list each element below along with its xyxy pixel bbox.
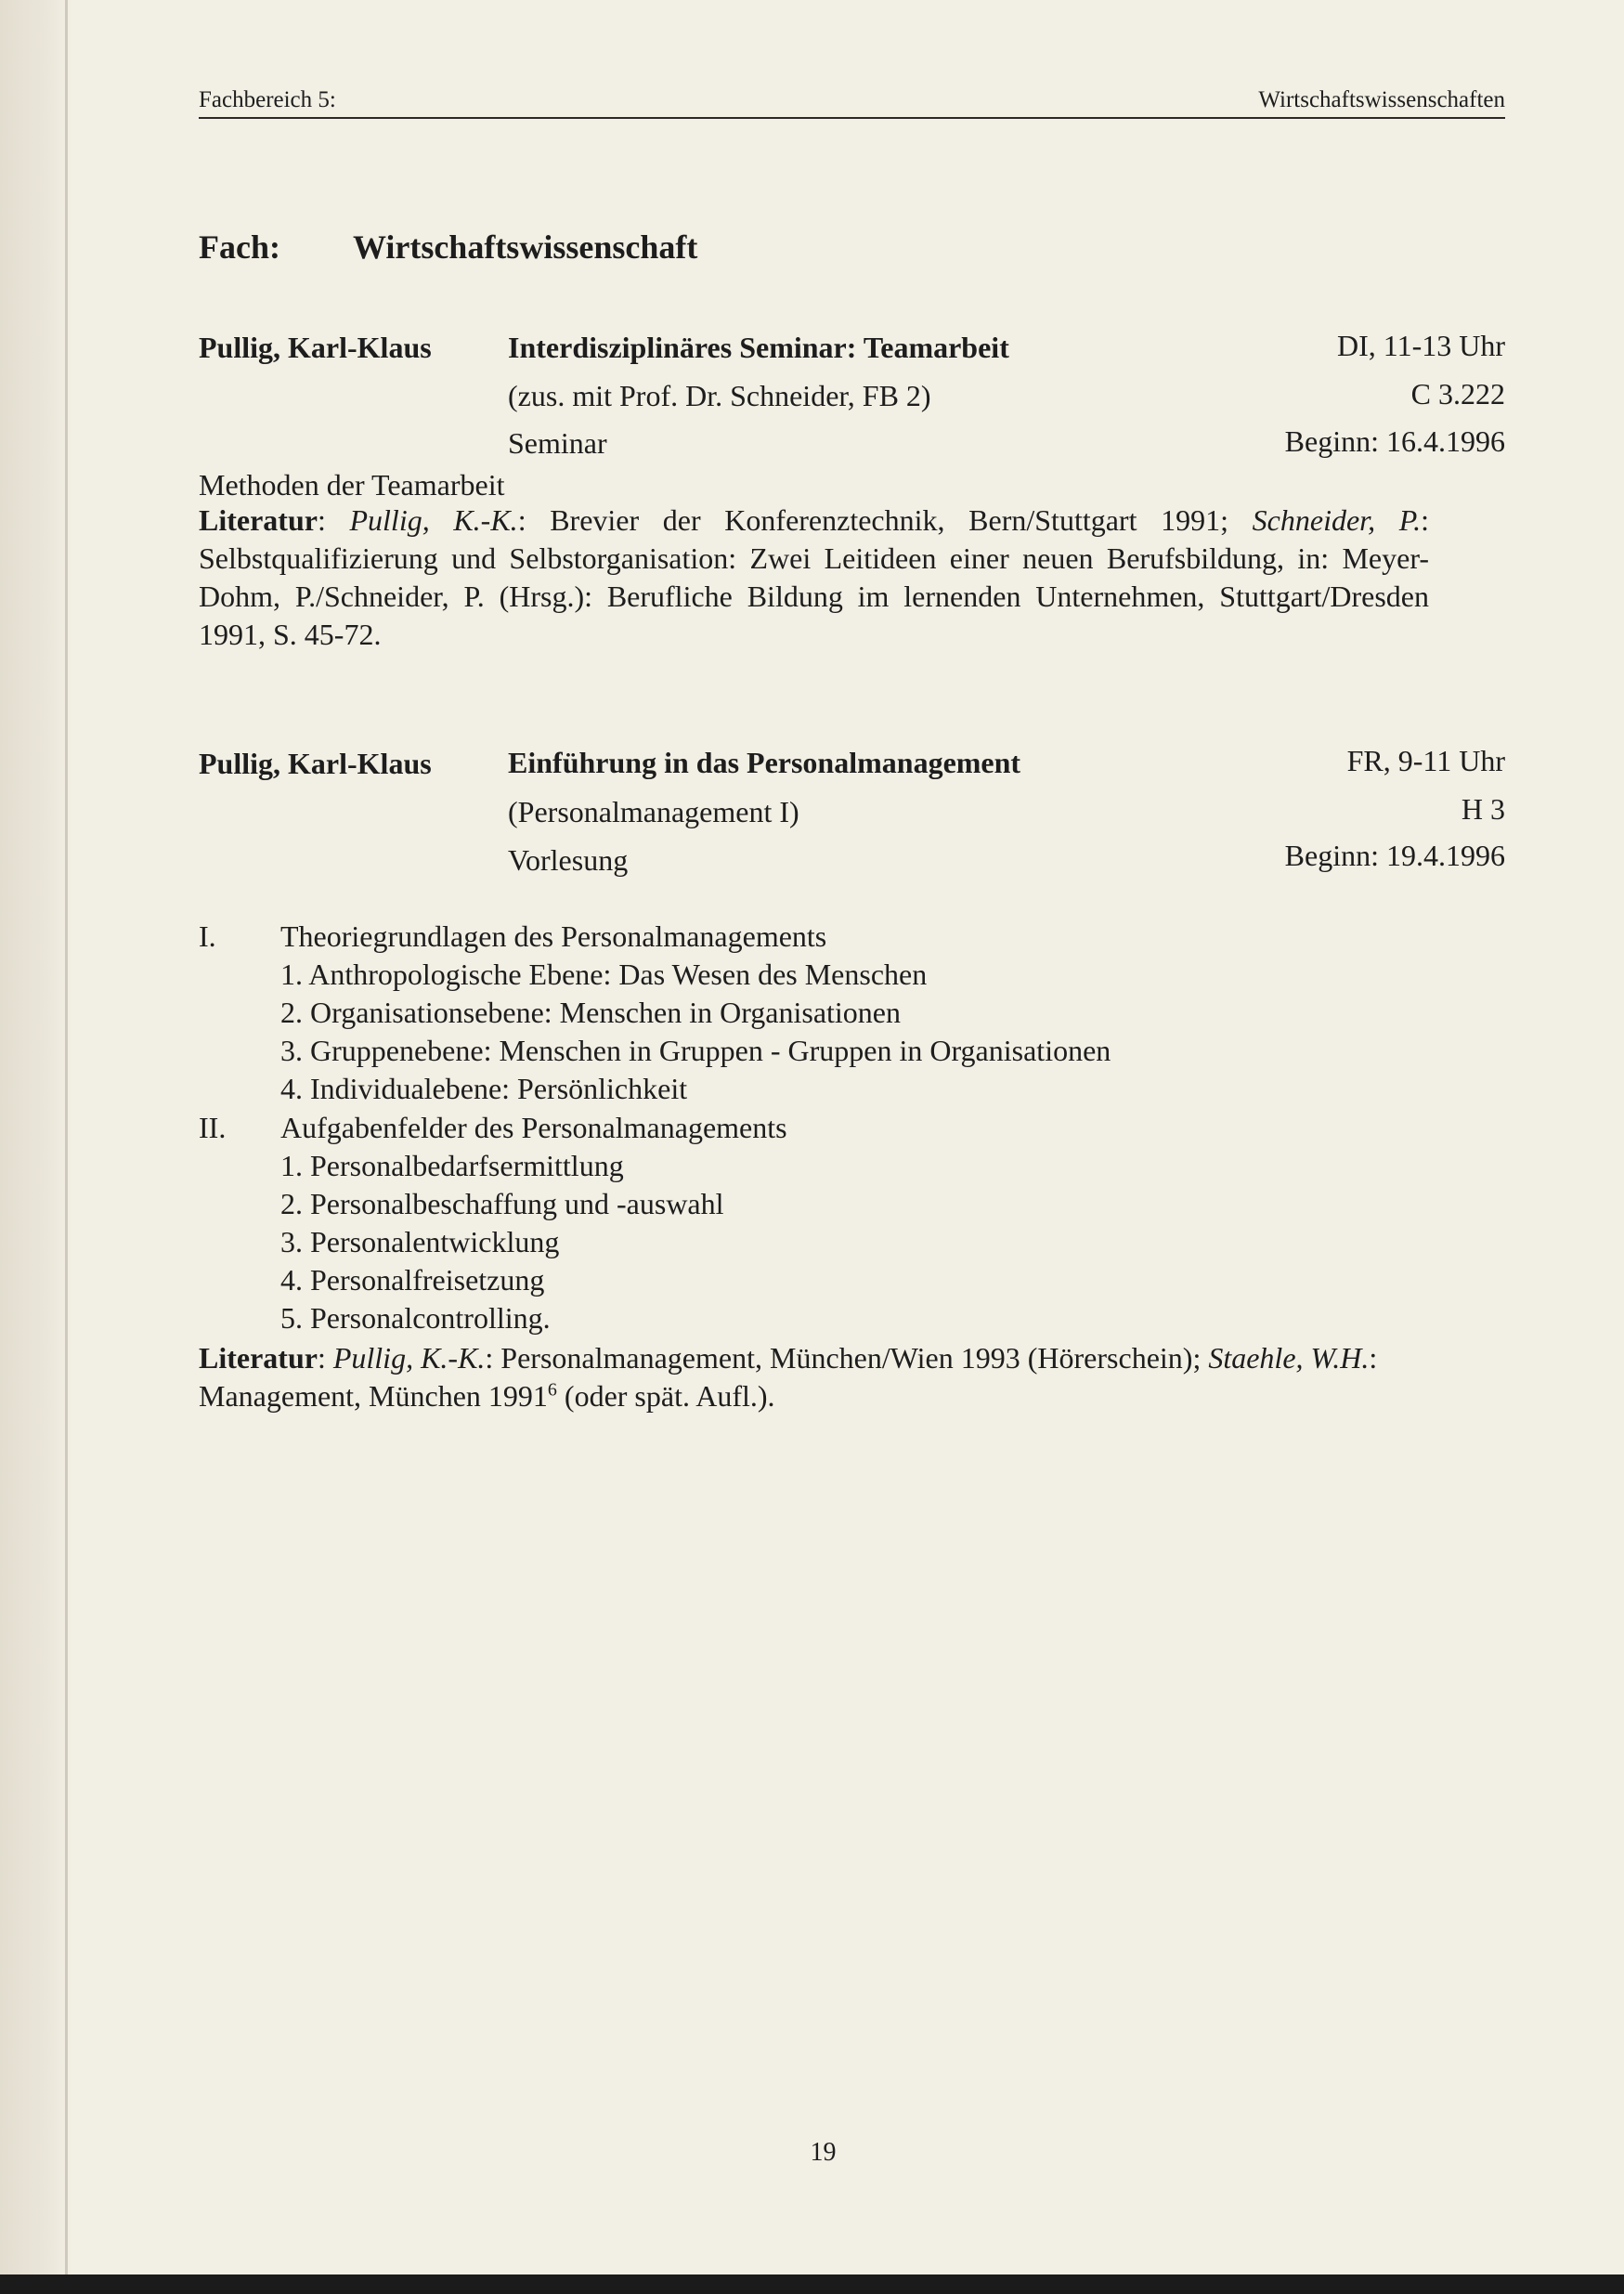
course-2-type: Vorlesung — [508, 843, 629, 877]
outline-item: 1. Anthropologische Ebene: Das Wesen des Menschen — [280, 958, 928, 991]
course-2-literature-author-1: Pullig, K.-K. — [332, 1341, 486, 1375]
course-2-literature-edition: 6 — [547, 1379, 557, 1401]
course-1-literature-author-1: Pullig, K.-K. — [349, 503, 518, 537]
outline-section-2-title: Aufgabenfelder des Personalmanagements — [280, 1111, 787, 1144]
outline-item: 2. Organisationsebene: Menschen in Organisationen — [280, 996, 901, 1029]
course-1-literature-label: Literatur — [199, 503, 318, 537]
course-2-literature-text-3: (oder spät. Aufl.). — [556, 1379, 775, 1413]
header-faculty: Wirtschaftswissenschaften — [1258, 87, 1505, 112]
course-2-lecturer: Pullig, Karl-Klaus — [199, 747, 432, 780]
scan-bottom-edge — [0, 2274, 1624, 2294]
outline-section-1-title: Theoriegrundlagen des Personalmanagements — [280, 919, 827, 953]
course-2-literature-label: Literatur — [199, 1341, 318, 1375]
course-1-time: DI, 11-13 Uhr — [1337, 329, 1505, 362]
outline-item: 5. Personalcontrolling. — [280, 1301, 551, 1335]
course-2-room: H 3 — [1461, 792, 1505, 826]
course-2-literature-text-1: : Personalmanagement, München/Wien 1993 (Hörerschein); — [485, 1341, 1209, 1375]
course-1-lecturer: Pullig, Karl-Klaus — [199, 331, 432, 364]
course-1-room: C 3.222 — [1410, 377, 1505, 411]
outline-item: 3. Personalentwicklung — [280, 1225, 560, 1258]
course-2-title: Einführung in das Personalmanagement — [508, 746, 1021, 779]
course-1-title: Interdisziplinäres Seminar: Teamarbeit — [508, 331, 1009, 364]
outline-item: 2. Personalbeschaffung und -auswahl — [280, 1187, 724, 1220]
header-rule — [199, 117, 1505, 119]
course-1-description: Methoden der Teamarbeit — [199, 468, 505, 502]
running-header — [199, 85, 1505, 119]
subject-label: Fach: — [199, 228, 280, 266]
page-binding-shadow — [0, 0, 72, 2294]
outline-section-2-numeral: II. — [199, 1111, 227, 1144]
course-1-literature: Literatur: Pullig, K.-K.: Brevier der Konferenztechnik, Bern/Stuttgart 1991; Schneider, P.: Selbstqualifizierung und Selbstorganisation: Zwei Leitideen einer neuen Berufsbildung, in: Meyer-Dohm, P./Schneider, P. (Hrsg.): Berufliche Bildung im lernenden Unternehmen, Stuttgart/Dresden 1991, S. 45-72. — [199, 503, 1430, 651]
course-2-start: Beginn: 19.4.1996 — [1284, 839, 1505, 872]
course-1-literature-text-2: : Selbstqualifizierung und Selbstorganisation: Zwei Leitideen einer neuen Berufsbildung, in: Meyer-Dohm, P./Schneider, P. (Hrsg.): Berufliche Bildung im lernenden Unternehmen, Stuttgart/Dresden 1991, S. 45-72. — [199, 503, 1430, 651]
course-1-subtitle: (zus. mit Prof. Dr. Schneider, FB 2) — [508, 379, 931, 412]
outline-item: 4. Individualebene: Persönlichkeit — [280, 1072, 688, 1105]
header-department: Fachbereich 5: — [199, 87, 336, 112]
course-1-literature-author-2: Schneider, P. — [1252, 503, 1422, 537]
course-2-literature: Literatur: Pullig, K.-K.: Personalmanagement, München/Wien 1993 (Hörerschein); Staehle, W.H.: Management, München 1991$^6$ (oder spät. Aufl.). — [199, 1341, 1378, 1413]
course-1-literature-text-1: : Brevier der Konferenztechnik, Bern/Stuttgart 1991; — [517, 503, 1253, 537]
outline-item: 3. Gruppenebene: Menschen in Gruppen - Gruppen in Organisationen — [280, 1034, 1111, 1067]
outline-item: 1. Personalbedarfsermittlung — [280, 1149, 624, 1182]
page-number: 19 — [810, 2138, 837, 2167]
course-2-literature-text-2: : Management, München 1991 — [199, 1341, 1378, 1413]
subject-title: Wirtschaftswissenschaft — [353, 228, 698, 266]
outline-section-1-numeral: I. — [199, 919, 216, 953]
outline-item: 4. Personalfreisetzung — [280, 1263, 545, 1297]
course-2-subtitle: (Personalmanagement I) — [508, 795, 799, 828]
course-1-start: Beginn: 16.4.1996 — [1284, 424, 1505, 458]
page-fold-line — [65, 0, 68, 2294]
course-2-literature-author-2: Staehle, W.H. — [1208, 1341, 1370, 1375]
course-2-time: FR, 9-11 Uhr — [1346, 744, 1505, 777]
course-1-type: Seminar — [508, 426, 607, 460]
